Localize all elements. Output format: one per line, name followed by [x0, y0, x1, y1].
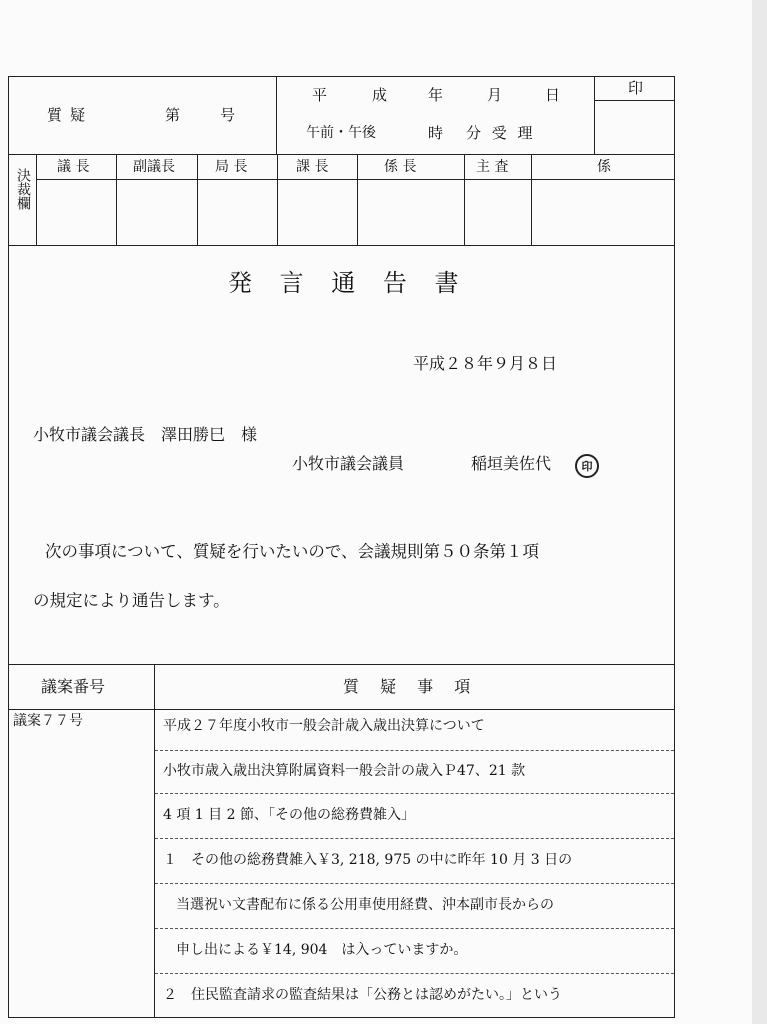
notice-date: 平成２８年９月８日 [413, 354, 558, 373]
matter-line-7: ２ 住民監査請求の監査結果は「公務とは認めがたい。」という [163, 987, 562, 1003]
addressee: 小牧市議会議長 澤田勝巳 様 [33, 425, 258, 444]
body-line-1: 次の事項について、質疑を行いたいので、会議規則第５０条第１項 [45, 542, 540, 561]
date-day: 日 [545, 86, 561, 104]
date-era2: 成 [372, 86, 388, 104]
role-section-chief: 課 長 [296, 159, 329, 175]
role-subsection-chief: 係 長 [384, 159, 417, 175]
date-era: 平 [312, 86, 328, 104]
number-prefix: 第 [165, 106, 181, 124]
frame-bottom [8, 1017, 675, 1018]
approval-label: 決裁欄 [15, 168, 31, 210]
role-chairman: 議 長 [57, 159, 90, 175]
frame-right [674, 76, 675, 1018]
matter-line-3: 4 項 1 目 2 節、「その他の総務費雑入」 [163, 807, 415, 823]
matter-line-5: 当選祝い文書配布に係る公用車使用経費、沖本副市長からの [176, 897, 554, 913]
matter-line-1: 平成２７年度小牧市一般会計歳入歳出決算について [163, 718, 485, 734]
col-bill-number: 議案番号 [41, 677, 106, 696]
seal-label: 印 [628, 79, 644, 97]
role-staff: 係 [597, 159, 611, 175]
hour-label: 時 [428, 124, 444, 142]
date-month: 月 [487, 86, 503, 104]
role-inspector: 主 査 [476, 159, 509, 175]
sender-role: 小牧市議会議員 [292, 454, 405, 473]
date-year: 年 [428, 86, 444, 104]
matter-line-4: １ その他の総務費雑入￥3, 218, 975 の中に昨年 10 月 3 日の [163, 852, 573, 868]
role-bureau-chief: 局 長 [215, 159, 248, 175]
matter-line-2: 小牧市歳入歳出決算附属資料一般会計の歳入Ｐ47、21 款 [163, 763, 526, 779]
sender-name: 稲垣美佐代 [471, 454, 552, 473]
page-edge [752, 0, 767, 1024]
sender-seal-stamp: 印 [575, 454, 599, 478]
ampm-label: 午前・午後 [306, 125, 376, 141]
question-label: 質疑 [47, 106, 94, 124]
bill-number: 議案７７号 [13, 713, 83, 729]
document-title: 発 言 通 告 書 [228, 269, 469, 297]
frame-top [8, 76, 675, 77]
frame-left [8, 76, 9, 1018]
body-line-2: の規定により通告します。 [33, 591, 230, 610]
role-vice-chairman: 副議長 [133, 159, 175, 175]
received-label: 分 受 理 [466, 124, 536, 142]
matter-line-6: 申し出による￥14, 904 は入っていますか。 [176, 942, 468, 958]
number-suffix: 号 [220, 106, 236, 124]
col-question-matter: 質 疑 事 項 [343, 677, 479, 696]
